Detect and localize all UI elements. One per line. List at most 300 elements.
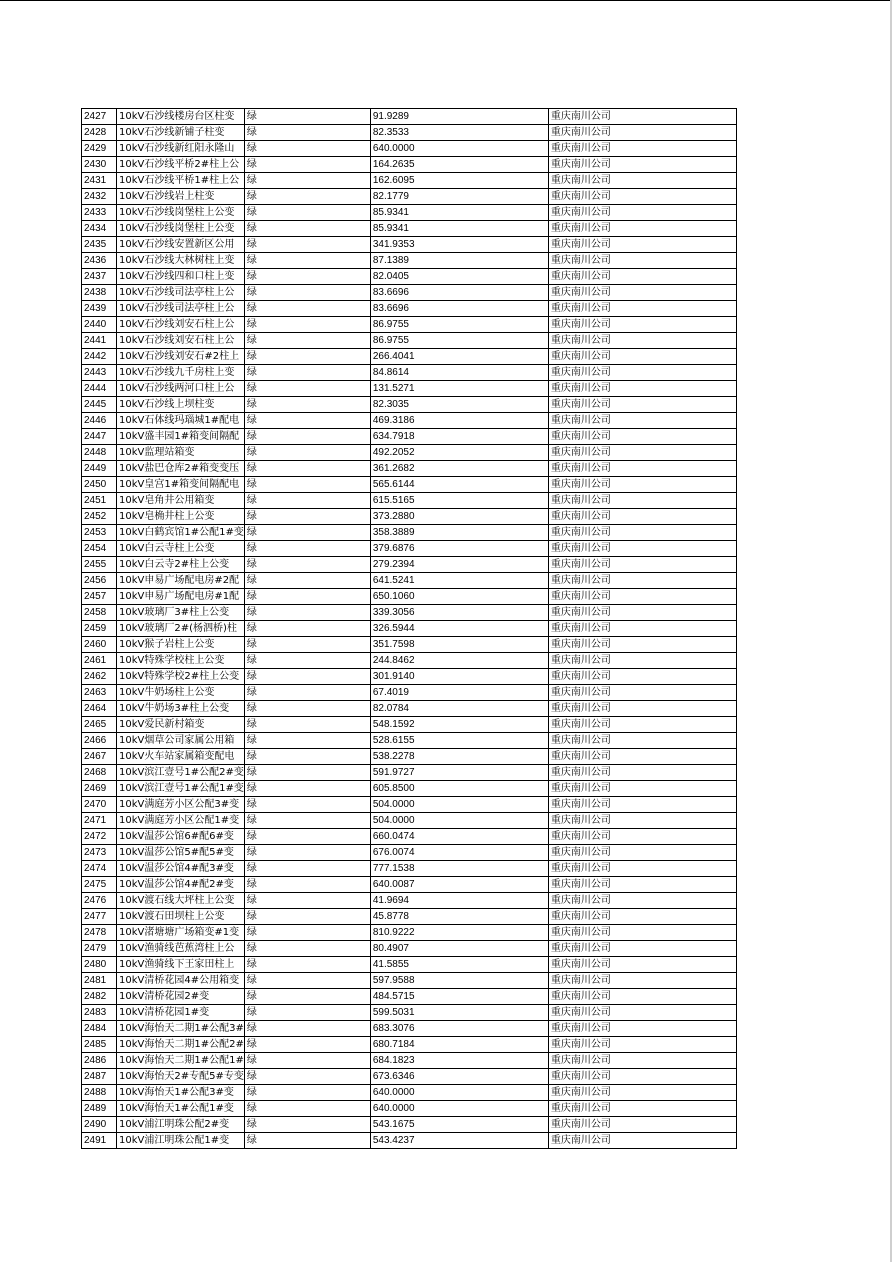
color-cell: 绿 — [244, 1005, 370, 1021]
station-name-cell: 10kV清桥花园4#公用箱变 — [117, 973, 245, 989]
value-cell: 279.2394 — [370, 557, 548, 573]
station-name-cell: 10kV石沙线平桥2#柱上公 — [117, 157, 245, 173]
company-cell: 重庆南川公司 — [548, 1037, 736, 1053]
color-cell: 绿 — [244, 749, 370, 765]
company-cell: 重庆南川公司 — [548, 1101, 736, 1117]
table-row — [82, 157, 737, 173]
table-row — [82, 349, 737, 365]
color-cell: 绿 — [244, 1053, 370, 1069]
value-cell: 266.4041 — [370, 349, 548, 365]
value-cell: 86.9755 — [370, 317, 548, 333]
station-name-cell: 10kV石沙线新红阳永隆山 — [117, 141, 245, 157]
station-name-cell: 10kV石沙线四和口柱上变 — [117, 269, 245, 285]
color-cell: 绿 — [244, 301, 370, 317]
table-row — [82, 605, 737, 621]
table-row — [82, 477, 737, 493]
row-index-cell: 2456 — [82, 573, 117, 589]
value-cell: 640.0000 — [370, 1085, 548, 1101]
row-index-cell: 2466 — [82, 733, 117, 749]
value-cell: 373.2880 — [370, 509, 548, 525]
company-cell: 重庆南川公司 — [548, 541, 736, 557]
station-name-cell: 10kV浦江明珠公配1#变 — [117, 1133, 245, 1149]
row-index-cell: 2467 — [82, 749, 117, 765]
table-row — [82, 125, 737, 141]
value-cell: 301.9140 — [370, 669, 548, 685]
value-cell: 641.5241 — [370, 573, 548, 589]
table-row — [82, 973, 737, 989]
color-cell: 绿 — [244, 1037, 370, 1053]
table-row — [82, 205, 737, 221]
company-cell: 重庆南川公司 — [548, 557, 736, 573]
station-name-cell: 10kV满庭芳小区公配3#变 — [117, 797, 245, 813]
station-name-cell: 10kV清桥花园2#变 — [117, 989, 245, 1005]
value-cell: 358.3889 — [370, 525, 548, 541]
table-row — [82, 333, 737, 349]
company-cell: 重庆南川公司 — [548, 797, 736, 813]
station-name-cell: 10kV石沙线新铺子柱变 — [117, 125, 245, 141]
company-cell: 重庆南川公司 — [548, 461, 736, 477]
value-cell: 67.4019 — [370, 685, 548, 701]
row-index-cell: 2477 — [82, 909, 117, 925]
row-index-cell: 2470 — [82, 797, 117, 813]
station-name-cell: 10kV爱民新村箱变 — [117, 717, 245, 733]
company-cell: 重庆南川公司 — [548, 413, 736, 429]
table-row — [82, 957, 737, 973]
table-row — [82, 381, 737, 397]
table-row — [82, 413, 737, 429]
table-row — [82, 509, 737, 525]
table-row — [82, 621, 737, 637]
value-cell: 605.8500 — [370, 781, 548, 797]
company-cell: 重庆南川公司 — [548, 397, 736, 413]
station-name-cell: 10kV石沙线安置新区公用 — [117, 237, 245, 253]
station-name-cell: 10kV白云寺柱上公变 — [117, 541, 245, 557]
row-index-cell: 2486 — [82, 1053, 117, 1069]
company-cell: 重庆南川公司 — [548, 589, 736, 605]
station-name-cell: 10kV特殊学校2#柱上公变 — [117, 669, 245, 685]
table-row — [82, 173, 737, 189]
value-cell: 87.1389 — [370, 253, 548, 269]
row-index-cell: 2458 — [82, 605, 117, 621]
company-cell: 重庆南川公司 — [548, 429, 736, 445]
value-cell: 82.0784 — [370, 701, 548, 717]
color-cell: 绿 — [244, 317, 370, 333]
value-cell: 684.1823 — [370, 1053, 548, 1069]
row-index-cell: 2464 — [82, 701, 117, 717]
station-name-cell: 10kV猴子岩柱上公变 — [117, 637, 245, 653]
color-cell: 绿 — [244, 813, 370, 829]
station-name-cell: 10kV温莎公馆6#配6#变 — [117, 829, 245, 845]
table-row — [82, 317, 737, 333]
table-row — [82, 797, 737, 813]
color-cell: 绿 — [244, 877, 370, 893]
value-cell: 640.0000 — [370, 141, 548, 157]
value-cell: 41.5855 — [370, 957, 548, 973]
table-row — [82, 1133, 737, 1149]
row-index-cell: 2480 — [82, 957, 117, 973]
row-index-cell: 2457 — [82, 589, 117, 605]
row-index-cell: 2442 — [82, 349, 117, 365]
station-name-cell: 10kV石沙线司法亭柱上公 — [117, 301, 245, 317]
company-cell: 重庆南川公司 — [548, 621, 736, 637]
table-row — [82, 733, 737, 749]
station-name-cell: 10kV牛奶场柱上公变 — [117, 685, 245, 701]
table-row — [82, 749, 737, 765]
company-cell: 重庆南川公司 — [548, 333, 736, 349]
color-cell: 绿 — [244, 605, 370, 621]
table-row — [82, 909, 737, 925]
company-cell: 重庆南川公司 — [548, 957, 736, 973]
value-cell: 162.6095 — [370, 173, 548, 189]
station-name-cell: 10kV石沙线两河口柱上公 — [117, 381, 245, 397]
station-name-cell: 10kV渚塘塘广场箱变#1变 — [117, 925, 245, 941]
value-cell: 640.0087 — [370, 877, 548, 893]
table-body — [82, 109, 737, 1149]
table-row — [82, 781, 737, 797]
color-cell: 绿 — [244, 445, 370, 461]
color-cell: 绿 — [244, 685, 370, 701]
table-row — [82, 1117, 737, 1133]
value-cell: 504.0000 — [370, 813, 548, 829]
table-row — [82, 557, 737, 573]
color-cell: 绿 — [244, 1021, 370, 1037]
station-name-cell: 10kV石沙线岗堡柱上公变 — [117, 221, 245, 237]
row-index-cell: 2441 — [82, 333, 117, 349]
company-cell: 重庆南川公司 — [548, 877, 736, 893]
row-index-cell: 2448 — [82, 445, 117, 461]
value-cell: 361.2682 — [370, 461, 548, 477]
row-index-cell: 2460 — [82, 637, 117, 653]
row-index-cell: 2471 — [82, 813, 117, 829]
table-row — [82, 765, 737, 781]
color-cell: 绿 — [244, 797, 370, 813]
color-cell: 绿 — [244, 1101, 370, 1117]
row-index-cell: 2472 — [82, 829, 117, 845]
row-index-cell: 2481 — [82, 973, 117, 989]
company-cell: 重庆南川公司 — [548, 493, 736, 509]
company-cell: 重庆南川公司 — [548, 925, 736, 941]
value-cell: 341.9353 — [370, 237, 548, 253]
value-cell: 565.6144 — [370, 477, 548, 493]
company-cell: 重庆南川公司 — [548, 749, 736, 765]
station-name-cell: 10kV石沙线上坝柱变 — [117, 397, 245, 413]
row-index-cell: 2484 — [82, 1021, 117, 1037]
table-row — [82, 365, 737, 381]
value-cell: 548.1592 — [370, 717, 548, 733]
color-cell: 绿 — [244, 957, 370, 973]
table-row — [82, 893, 737, 909]
table-row — [82, 237, 737, 253]
color-cell: 绿 — [244, 157, 370, 173]
row-index-cell: 2463 — [82, 685, 117, 701]
color-cell: 绿 — [244, 589, 370, 605]
station-name-cell: 10kV皂角井公用箱变 — [117, 493, 245, 509]
company-cell: 重庆南川公司 — [548, 301, 736, 317]
value-cell: 777.1538 — [370, 861, 548, 877]
company-cell: 重庆南川公司 — [548, 1069, 736, 1085]
company-cell: 重庆南川公司 — [548, 477, 736, 493]
color-cell: 绿 — [244, 893, 370, 909]
value-cell: 597.9588 — [370, 973, 548, 989]
table-row — [82, 989, 737, 1005]
company-cell: 重庆南川公司 — [548, 845, 736, 861]
row-index-cell: 2488 — [82, 1085, 117, 1101]
station-name-cell: 10kV石沙线刘安石柱上公 — [117, 317, 245, 333]
color-cell: 绿 — [244, 733, 370, 749]
row-index-cell: 2431 — [82, 173, 117, 189]
station-name-cell: 10kV滨江壹号1#公配1#变 — [117, 781, 245, 797]
station-name-cell: 10kV石沙线九千房柱上变 — [117, 365, 245, 381]
company-cell: 重庆南川公司 — [548, 1117, 736, 1133]
station-name-cell: 10kV石沙线岩上柱变 — [117, 189, 245, 205]
table-row — [82, 141, 737, 157]
company-cell: 重庆南川公司 — [548, 317, 736, 333]
company-cell: 重庆南川公司 — [548, 829, 736, 845]
station-name-cell: 10kV盐巴仓库2#箱变变压 — [117, 461, 245, 477]
station-name-cell: 10kV石沙线平桥1#柱上公 — [117, 173, 245, 189]
color-cell: 绿 — [244, 285, 370, 301]
station-name-cell: 10kV石沙线刘安石柱上公 — [117, 333, 245, 349]
table-row — [82, 845, 737, 861]
color-cell: 绿 — [244, 253, 370, 269]
table-row — [82, 861, 737, 877]
color-cell: 绿 — [244, 509, 370, 525]
station-name-cell: 10kV石沙线楼房台区柱变 — [117, 109, 245, 125]
table-row — [82, 109, 737, 125]
table-row — [82, 1085, 737, 1101]
value-cell: 640.0000 — [370, 1101, 548, 1117]
row-index-cell: 2428 — [82, 125, 117, 141]
color-cell: 绿 — [244, 221, 370, 237]
row-index-cell: 2439 — [82, 301, 117, 317]
value-cell: 41.9694 — [370, 893, 548, 909]
company-cell: 重庆南川公司 — [548, 221, 736, 237]
color-cell: 绿 — [244, 429, 370, 445]
station-name-cell: 10kV海怡天1#公配1#变 — [117, 1101, 245, 1117]
station-name-cell: 10kV渡石田坝柱上公变 — [117, 909, 245, 925]
row-index-cell: 2452 — [82, 509, 117, 525]
value-cell: 634.7918 — [370, 429, 548, 445]
value-cell: 810.9222 — [370, 925, 548, 941]
row-index-cell: 2454 — [82, 541, 117, 557]
row-index-cell: 2450 — [82, 477, 117, 493]
company-cell: 重庆南川公司 — [548, 637, 736, 653]
table-row — [82, 429, 737, 445]
value-cell: 91.9289 — [370, 109, 548, 125]
value-cell: 504.0000 — [370, 797, 548, 813]
color-cell: 绿 — [244, 845, 370, 861]
station-name-cell: 10kV白鹤宾馆1#公配1#变 — [117, 525, 245, 541]
station-name-cell: 10kV监理站箱变 — [117, 445, 245, 461]
value-cell: 469.3186 — [370, 413, 548, 429]
value-cell: 379.6876 — [370, 541, 548, 557]
color-cell: 绿 — [244, 925, 370, 941]
value-cell: 82.0405 — [370, 269, 548, 285]
color-cell: 绿 — [244, 637, 370, 653]
value-cell: 599.5031 — [370, 1005, 548, 1021]
table-row — [82, 653, 737, 669]
color-cell: 绿 — [244, 477, 370, 493]
table-row — [82, 1005, 737, 1021]
station-name-cell: 10kV玻璃厂3#柱上公变 — [117, 605, 245, 621]
table-row — [82, 669, 737, 685]
station-name-cell: 10kV石沙线大林树柱上变 — [117, 253, 245, 269]
value-cell: 683.3076 — [370, 1021, 548, 1037]
company-cell: 重庆南川公司 — [548, 989, 736, 1005]
color-cell: 绿 — [244, 493, 370, 509]
station-name-cell: 10kV烟草公司家属公用箱 — [117, 733, 245, 749]
company-cell: 重庆南川公司 — [548, 381, 736, 397]
company-cell: 重庆南川公司 — [548, 189, 736, 205]
color-cell: 绿 — [244, 1117, 370, 1133]
color-cell: 绿 — [244, 1085, 370, 1101]
company-cell: 重庆南川公司 — [548, 285, 736, 301]
row-index-cell: 2449 — [82, 461, 117, 477]
value-cell: 83.6696 — [370, 301, 548, 317]
color-cell: 绿 — [244, 541, 370, 557]
color-cell: 绿 — [244, 829, 370, 845]
company-cell: 重庆南川公司 — [548, 125, 736, 141]
station-name-cell: 10kV牛奶场3#柱上公变 — [117, 701, 245, 717]
row-index-cell: 2489 — [82, 1101, 117, 1117]
value-cell: 680.7184 — [370, 1037, 548, 1053]
company-cell: 重庆南川公司 — [548, 733, 736, 749]
table-row — [82, 269, 737, 285]
station-name-cell: 10kV温莎公馆4#配3#变 — [117, 861, 245, 877]
row-index-cell: 2436 — [82, 253, 117, 269]
row-index-cell: 2478 — [82, 925, 117, 941]
station-name-cell: 10kV火车站家属箱变配电 — [117, 749, 245, 765]
station-name-cell: 10kV盛丰园1#箱变间隔配 — [117, 429, 245, 445]
table-row — [82, 813, 737, 829]
table-row — [82, 637, 737, 653]
value-cell: 86.9755 — [370, 333, 548, 349]
table-row — [82, 941, 737, 957]
color-cell: 绿 — [244, 381, 370, 397]
data-table — [81, 108, 737, 1149]
value-cell: 131.5271 — [370, 381, 548, 397]
station-name-cell: 10kV皇宫1#箱变间隔配电 — [117, 477, 245, 493]
value-cell: 650.1060 — [370, 589, 548, 605]
station-name-cell: 10kV申易广场配电房#1配 — [117, 589, 245, 605]
station-name-cell: 10kV石体线玛瑙城1#配电 — [117, 413, 245, 429]
value-cell: 591.9727 — [370, 765, 548, 781]
table-row — [82, 461, 737, 477]
row-index-cell: 2469 — [82, 781, 117, 797]
color-cell: 绿 — [244, 941, 370, 957]
color-cell: 绿 — [244, 237, 370, 253]
row-index-cell: 2437 — [82, 269, 117, 285]
row-index-cell: 2490 — [82, 1117, 117, 1133]
company-cell: 重庆南川公司 — [548, 605, 736, 621]
company-cell: 重庆南川公司 — [548, 141, 736, 157]
row-index-cell: 2438 — [82, 285, 117, 301]
value-cell: 528.6155 — [370, 733, 548, 749]
row-index-cell: 2487 — [82, 1069, 117, 1085]
color-cell: 绿 — [244, 973, 370, 989]
company-cell: 重庆南川公司 — [548, 173, 736, 189]
row-index-cell: 2453 — [82, 525, 117, 541]
color-cell: 绿 — [244, 781, 370, 797]
row-index-cell: 2479 — [82, 941, 117, 957]
color-cell: 绿 — [244, 397, 370, 413]
company-cell: 重庆南川公司 — [548, 1085, 736, 1101]
table-row — [82, 221, 737, 237]
station-name-cell: 10kV海怡天2#专配5#专变 — [117, 1069, 245, 1085]
row-index-cell: 2433 — [82, 205, 117, 221]
table-row — [82, 493, 737, 509]
row-index-cell: 2482 — [82, 989, 117, 1005]
company-cell: 重庆南川公司 — [548, 1053, 736, 1069]
station-name-cell: 10kV石沙线刘安石#2柱上 — [117, 349, 245, 365]
color-cell: 绿 — [244, 189, 370, 205]
row-index-cell: 2485 — [82, 1037, 117, 1053]
company-cell: 重庆南川公司 — [548, 237, 736, 253]
table-row — [82, 189, 737, 205]
station-name-cell: 10kV海怡天二期1#公配2# — [117, 1037, 245, 1053]
table-row — [82, 829, 737, 845]
color-cell: 绿 — [244, 557, 370, 573]
station-name-cell: 10kV渡石线大坪柱上公变 — [117, 893, 245, 909]
row-index-cell: 2434 — [82, 221, 117, 237]
value-cell: 676.0074 — [370, 845, 548, 861]
value-cell: 543.4237 — [370, 1133, 548, 1149]
color-cell: 绿 — [244, 669, 370, 685]
company-cell: 重庆南川公司 — [548, 909, 736, 925]
company-cell: 重庆南川公司 — [548, 717, 736, 733]
station-name-cell: 10kV清桥花园1#变 — [117, 1005, 245, 1021]
table-row — [82, 589, 737, 605]
page-top-border — [0, 0, 892, 1]
company-cell: 重庆南川公司 — [548, 1005, 736, 1021]
color-cell: 绿 — [244, 701, 370, 717]
value-cell: 85.9341 — [370, 205, 548, 221]
color-cell: 绿 — [244, 621, 370, 637]
row-index-cell: 2447 — [82, 429, 117, 445]
company-cell: 重庆南川公司 — [548, 685, 736, 701]
company-cell: 重庆南川公司 — [548, 813, 736, 829]
station-name-cell: 10kV温莎公馆5#配5#变 — [117, 845, 245, 861]
table-row — [82, 301, 737, 317]
color-cell: 绿 — [244, 365, 370, 381]
station-name-cell: 10kV海怡天1#公配3#变 — [117, 1085, 245, 1101]
color-cell: 绿 — [244, 141, 370, 157]
station-name-cell: 10kV海怡天二期1#公配3# — [117, 1021, 245, 1037]
station-name-cell: 10kV石沙线司法亭柱上公 — [117, 285, 245, 301]
company-cell: 重庆南川公司 — [548, 893, 736, 909]
station-name-cell: 10kV申易广场配电房#2配 — [117, 573, 245, 589]
table-row — [82, 253, 737, 269]
company-cell: 重庆南川公司 — [548, 941, 736, 957]
row-index-cell: 2446 — [82, 413, 117, 429]
value-cell: 85.9341 — [370, 221, 548, 237]
value-cell: 615.5165 — [370, 493, 548, 509]
table-row — [82, 573, 737, 589]
company-cell: 重庆南川公司 — [548, 157, 736, 173]
color-cell: 绿 — [244, 349, 370, 365]
value-cell: 83.6696 — [370, 285, 548, 301]
value-cell: 84.8614 — [370, 365, 548, 381]
color-cell: 绿 — [244, 573, 370, 589]
table-row — [82, 1021, 737, 1037]
station-name-cell: 10kV皂桷井柱上公变 — [117, 509, 245, 525]
company-cell: 重庆南川公司 — [548, 973, 736, 989]
value-cell: 244.8462 — [370, 653, 548, 669]
color-cell: 绿 — [244, 461, 370, 477]
value-cell: 45.8778 — [370, 909, 548, 925]
table-row — [82, 445, 737, 461]
table-row — [82, 1053, 737, 1069]
